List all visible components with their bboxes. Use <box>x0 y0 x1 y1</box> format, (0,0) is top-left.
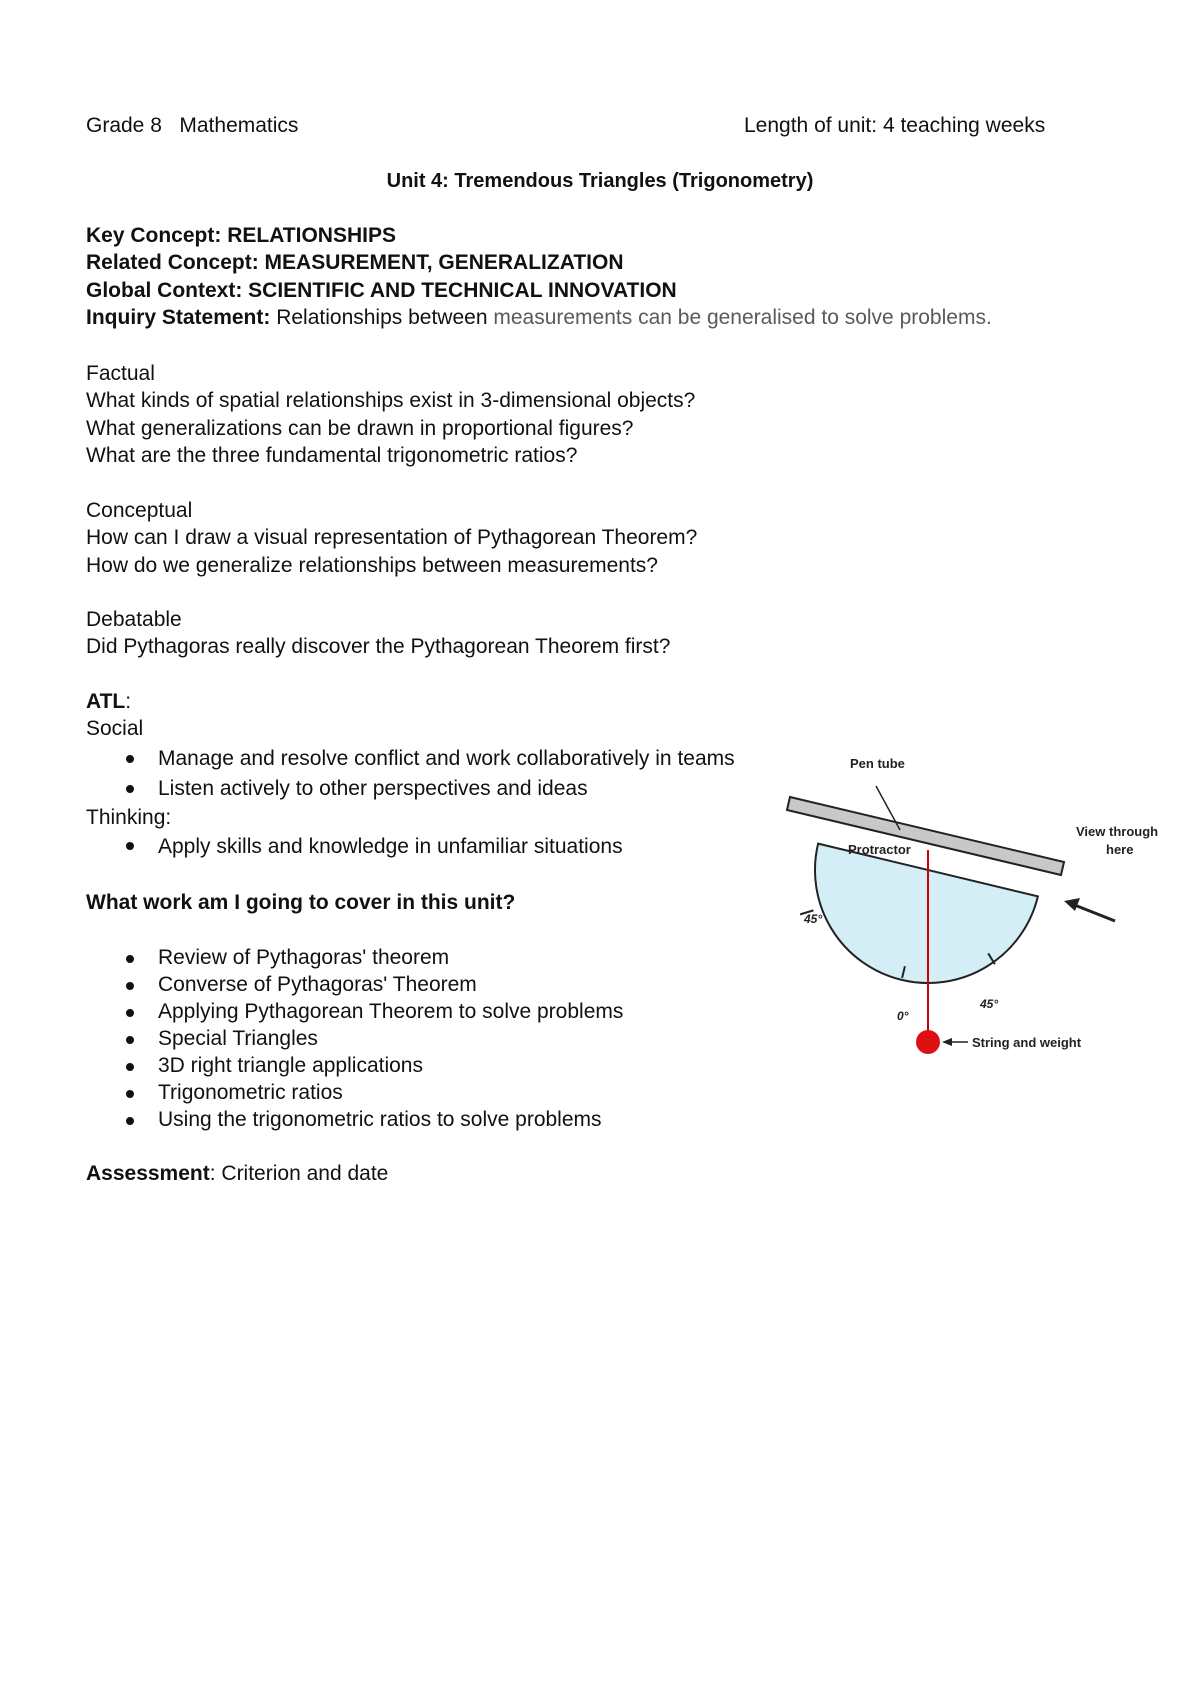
list-item: Special Triangles <box>86 1025 623 1052</box>
conceptual-question: How do we generalize relationships between measurements? <box>86 553 658 577</box>
global-context-label: Global Context: <box>86 278 249 302</box>
inquiry-value-b: measurements can be generalised to solve problems. <box>493 306 992 330</box>
grade-subject: Grade 8 Mathematics <box>86 114 299 137</box>
global-context <box>86 277 992 304</box>
work-heading: What work am I going to cover in this unit? <box>86 891 516 914</box>
related-concept-value: MEASUREMENT, GENERALIZATION <box>264 251 624 275</box>
left-angle-label: 45° <box>804 912 823 926</box>
protractor-label: Protractor <box>848 842 911 857</box>
atl-section <box>86 688 735 863</box>
inquiry-label: Inquiry Statement: <box>86 306 277 330</box>
global-context-value: SCIENTIFIC AND TECHNICAL INNOVATION <box>248 278 677 302</box>
list-item: Listen actively to other perspectives and ideas <box>86 774 735 804</box>
list-item: 3D right triangle applications <box>86 1052 623 1079</box>
related-concept <box>86 249 992 276</box>
factual-section <box>86 360 695 470</box>
bottom-angle-label: 0° <box>897 1009 909 1023</box>
weight <box>916 1030 940 1054</box>
atl-label: ATL <box>86 690 126 713</box>
atl-thinking-heading: Thinking: <box>86 805 172 829</box>
debatable-question: Did Pythagoras really discover the Pythagorean Theorem first? <box>86 635 671 659</box>
factual-question: What are the three fundamental trigonometric ratios? <box>86 444 578 468</box>
view-through-label: View through <box>1076 824 1159 839</box>
unit-title: Unit 4: Tremendous Triangles (Trigonometry) <box>386 170 814 192</box>
unit-length: Length of unit: 4 teaching weeks <box>744 114 1046 137</box>
atl-social-heading: Social <box>86 717 144 741</box>
factual-question: What kinds of spatial relationships exist in 3-dimensional objects? <box>86 389 696 413</box>
related-concept-label: Related Concept: <box>86 251 265 275</box>
list-item: Using the trigonometric ratios to solve problems <box>86 1106 623 1133</box>
work-list-block <box>86 944 623 1133</box>
assessment-label: Assessment <box>86 1162 210 1185</box>
factual-question: What generalizations can be drawn in proportional figures? <box>86 416 634 440</box>
key-concept <box>86 222 992 249</box>
atl-heading <box>86 688 735 715</box>
key-concept-value: RELATIONSHIPS <box>227 224 396 247</box>
concepts-block <box>86 222 992 332</box>
conceptual-question: How can I draw a visual representation of Pythagorean Theorem? <box>86 526 698 550</box>
key-concept-label: Key Concept: <box>86 224 228 247</box>
view-arrowhead <box>1064 898 1080 911</box>
debatable-heading: Debatable <box>86 608 182 631</box>
atl-social-list <box>86 744 735 804</box>
string-arrowhead <box>942 1038 952 1046</box>
debatable-section <box>86 606 670 661</box>
factual-heading: Factual <box>86 362 155 385</box>
inquiry-value-a: Relationships between <box>276 306 494 330</box>
list-item: Manage and resolve conflict and work collaboratively in teams <box>86 744 735 774</box>
right-angle-label: 45° <box>980 997 999 1011</box>
assessment-value: : Criterion and date <box>209 1162 389 1185</box>
protractor-group <box>791 843 1038 1006</box>
list-item: Review of Pythagoras' theorem <box>86 944 623 971</box>
conceptual-section <box>86 497 697 579</box>
view-through-label-2: here <box>1106 842 1134 857</box>
work-list <box>86 944 623 1133</box>
inquiry-statement <box>86 304 992 331</box>
protractor-shape <box>792 844 1038 1007</box>
conceptual-heading: Conceptual <box>86 499 193 522</box>
list-item: Apply skills and knowledge in unfamiliar situations <box>86 831 735 863</box>
atl-thinking-list <box>86 831 735 863</box>
clinometer-diagram <box>780 748 1180 1058</box>
atl-colon: : <box>125 690 132 713</box>
string-label: String and weight <box>972 1035 1082 1050</box>
assessment-line <box>86 1160 388 1187</box>
view-arrow-shaft <box>1072 904 1115 921</box>
list-item: Applying Pythagorean Theorem to solve problems <box>86 998 623 1025</box>
pen-tube-label: Pen tube <box>850 756 905 771</box>
list-item: Converse of Pythagoras' Theorem <box>86 971 623 998</box>
list-item: Trigonometric ratios <box>86 1079 623 1106</box>
